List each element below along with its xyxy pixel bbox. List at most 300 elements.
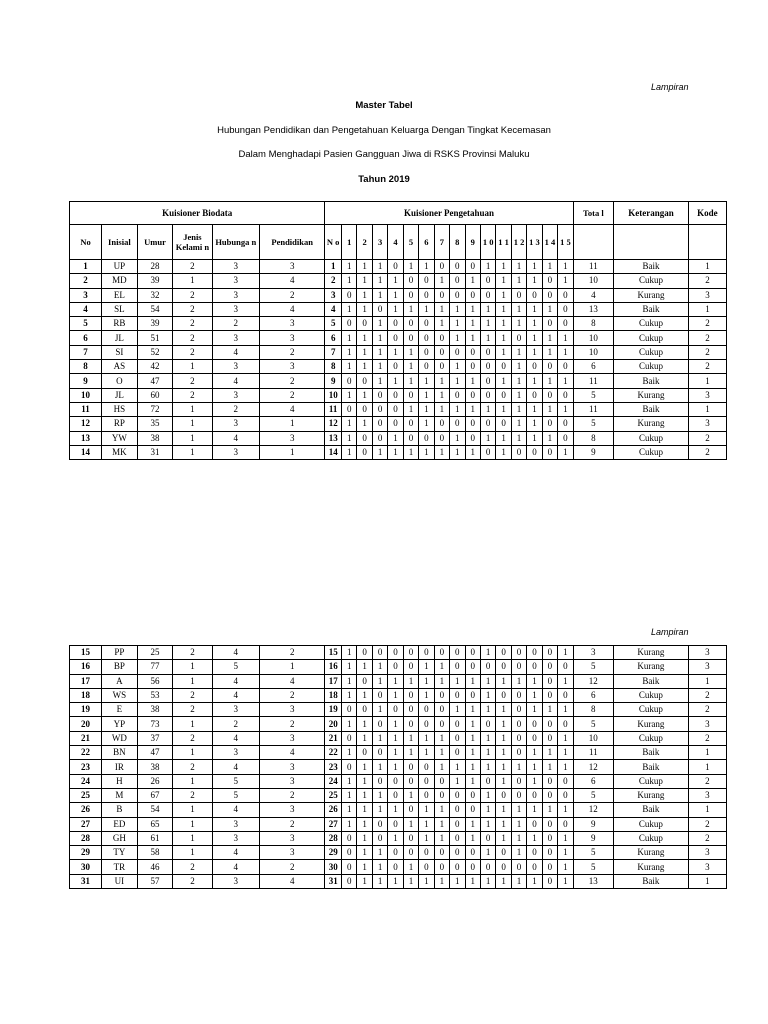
cell-q14: 0: [542, 646, 557, 660]
cell-q15: 1: [558, 874, 573, 888]
cell-no: 21: [70, 731, 102, 745]
cell-q1: 1: [342, 260, 357, 274]
cell-pendidikan: 3: [260, 803, 325, 817]
cell-q13: 1: [527, 760, 542, 774]
cell-hubungan: 4: [212, 374, 260, 388]
header-blank-total: [573, 225, 613, 260]
cell-q5: 0: [403, 660, 418, 674]
cell-pendidikan: 4: [260, 874, 325, 888]
cell-q8: 1: [450, 674, 465, 688]
cell-q15: 1: [558, 646, 573, 660]
cell-q6: 1: [419, 674, 434, 688]
cell-kode: 2: [688, 831, 726, 845]
cell-kode: 2: [688, 817, 726, 831]
cell-q2: 1: [357, 760, 372, 774]
cell-q5: 1: [403, 302, 418, 316]
cell-pendidikan: 3: [260, 360, 325, 374]
cell-q6: 0: [419, 360, 434, 374]
cell-q14: 0: [542, 288, 557, 302]
cell-umur: 31: [137, 445, 173, 459]
cell-q4: 1: [388, 731, 403, 745]
cell-q14: 0: [542, 860, 557, 874]
cell-pendidikan: 3: [260, 731, 325, 745]
cell-q13: 0: [527, 860, 542, 874]
cell-q2: 1: [357, 360, 372, 374]
cell-n: 12: [325, 417, 342, 431]
cell-q6: 0: [419, 274, 434, 288]
cell-inisial: WD: [102, 731, 138, 745]
cell-q8: 0: [450, 831, 465, 845]
cell-q11: 1: [496, 674, 511, 688]
cell-q4: 0: [388, 388, 403, 402]
cell-pendidikan: 2: [260, 688, 325, 702]
cell-no: 16: [70, 660, 102, 674]
cell-keterangan: Baik: [614, 374, 689, 388]
cell-keterangan: Kurang: [614, 417, 689, 431]
cell-q15: 0: [558, 660, 573, 674]
cell-hubungan: 4: [212, 431, 260, 445]
cell-jenis-kelamin: 2: [173, 374, 212, 388]
cell-q11: 0: [496, 860, 511, 874]
cell-q11: 0: [496, 788, 511, 802]
cell-n: 31: [325, 874, 342, 888]
cell-jenis-kelamin: 2: [173, 760, 212, 774]
cell-umur: 47: [137, 374, 173, 388]
cell-no: 4: [70, 302, 102, 316]
cell-q2: 1: [357, 803, 372, 817]
cell-total: 11: [573, 374, 613, 388]
cell-q3: 0: [372, 646, 387, 660]
cell-inisial: E: [102, 703, 138, 717]
cell-total: 13: [573, 874, 613, 888]
cell-n: 8: [325, 360, 342, 374]
cell-q9: 1: [465, 302, 480, 316]
cell-n: 9: [325, 374, 342, 388]
cell-inisial: EL: [102, 288, 138, 302]
cell-q6: 0: [419, 345, 434, 359]
cell-kode: 3: [688, 788, 726, 802]
cell-pendidikan: 2: [260, 646, 325, 660]
cell-total: 8: [573, 317, 613, 331]
cell-total: 10: [573, 274, 613, 288]
cell-q5: 0: [403, 331, 418, 345]
cell-q3: 0: [372, 831, 387, 845]
cell-no: 7: [70, 345, 102, 359]
cell-q9: 1: [465, 746, 480, 760]
cell-q12: 0: [511, 774, 526, 788]
cell-total: 11: [573, 746, 613, 760]
lampiran-label-2: Lampiran: [651, 627, 689, 637]
cell-no: 27: [70, 817, 102, 831]
cell-inisial: UI: [102, 874, 138, 888]
cell-q6: 1: [419, 417, 434, 431]
cell-q4: 0: [388, 817, 403, 831]
cell-q10: 0: [480, 445, 495, 459]
cell-q1: 1: [342, 746, 357, 760]
cell-q2: 1: [357, 260, 372, 274]
cell-q4: 0: [388, 331, 403, 345]
cell-q5: 0: [403, 760, 418, 774]
cell-hubungan: 3: [212, 360, 260, 374]
cell-umur: 53: [137, 688, 173, 702]
cell-q13: 0: [527, 788, 542, 802]
cell-no: 11: [70, 402, 102, 416]
cell-q15: 1: [558, 703, 573, 717]
cell-hubungan: 4: [212, 345, 260, 359]
cell-q10: 0: [480, 774, 495, 788]
cell-jenis-kelamin: 2: [173, 260, 212, 274]
cell-jenis-kelamin: 1: [173, 717, 212, 731]
cell-q9: 0: [465, 646, 480, 660]
cell-q6: 0: [419, 860, 434, 874]
cell-q13: 0: [527, 846, 542, 860]
cell-q7: 1: [434, 831, 449, 845]
cell-n: 24: [325, 774, 342, 788]
cell-q3: 1: [372, 703, 387, 717]
cell-q12: 0: [511, 703, 526, 717]
cell-q2: 1: [357, 717, 372, 731]
cell-q3: 0: [372, 746, 387, 760]
header-n-o: N o: [325, 225, 342, 260]
cell-no: 31: [70, 874, 102, 888]
cell-q7: 1: [434, 760, 449, 774]
cell-pendidikan: 4: [260, 402, 325, 416]
cell-q6: 0: [419, 717, 434, 731]
cell-umur: 73: [137, 717, 173, 731]
header-kode: Kode: [688, 202, 726, 225]
cell-q1: 0: [342, 288, 357, 302]
cell-kode: 1: [688, 746, 726, 760]
cell-q10: 0: [480, 660, 495, 674]
cell-keterangan: Kurang: [613, 846, 688, 860]
cell-umur: 46: [137, 860, 173, 874]
cell-q11: 1: [496, 731, 511, 745]
cell-kode: 3: [688, 388, 726, 402]
cell-umur: 26: [137, 774, 173, 788]
header-question-5: 5: [403, 225, 418, 260]
cell-q11: 1: [496, 831, 511, 845]
cell-q11: 1: [496, 260, 511, 274]
cell-q12: 0: [511, 646, 526, 660]
cell-q12: 1: [511, 817, 526, 831]
cell-q8: 0: [450, 688, 465, 702]
cell-hubungan: 3: [212, 417, 260, 431]
cell-total: 12: [573, 674, 613, 688]
cell-inisial: TR: [102, 860, 138, 874]
cell-q12: 1: [511, 374, 526, 388]
cell-q13: 0: [527, 717, 542, 731]
cell-n: 11: [325, 402, 342, 416]
cell-keterangan: Kurang: [614, 288, 689, 302]
cell-umur: 39: [137, 274, 173, 288]
cell-q10: 1: [480, 302, 495, 316]
cell-q12: 1: [511, 874, 526, 888]
cell-n: 29: [325, 846, 342, 860]
cell-q15: 0: [558, 788, 573, 802]
cell-q5: 0: [403, 288, 418, 302]
cell-q13: 0: [527, 388, 542, 402]
table-row: [70, 274, 727, 288]
cell-q6: 1: [419, 817, 434, 831]
cell-total: 5: [573, 860, 613, 874]
cell-no: 5: [70, 317, 102, 331]
cell-q14: 1: [542, 803, 557, 817]
cell-q9: 1: [465, 817, 480, 831]
cell-q14: 0: [542, 846, 557, 860]
cell-q7: 0: [434, 360, 449, 374]
cell-pendidikan: 4: [260, 302, 325, 316]
cell-q9: 0: [465, 431, 480, 445]
cell-keterangan: Cukup: [614, 274, 689, 288]
cell-keterangan: Baik: [614, 260, 689, 274]
cell-total: 5: [573, 660, 613, 674]
cell-q14: 0: [542, 445, 557, 459]
cell-pendidikan: 4: [260, 746, 325, 760]
cell-no: 3: [70, 288, 102, 302]
cell-q7: 1: [434, 817, 449, 831]
cell-q3: 0: [372, 717, 387, 731]
cell-pendidikan: 1: [260, 660, 325, 674]
cell-q8: 1: [450, 317, 465, 331]
cell-no: 8: [70, 360, 102, 374]
cell-q4: 1: [388, 674, 403, 688]
cell-q12: 1: [511, 360, 526, 374]
cell-q4: 1: [388, 831, 403, 845]
cell-q10: 1: [480, 331, 495, 345]
header-blank-keterangan: [614, 225, 689, 260]
cell-q7: 0: [434, 417, 449, 431]
cell-q13: 1: [527, 302, 542, 316]
cell-kode: 3: [688, 846, 726, 860]
cell-pendidikan: 2: [260, 345, 325, 359]
cell-jenis-kelamin: 2: [173, 860, 212, 874]
cell-q8: 0: [450, 846, 465, 860]
cell-q13: 0: [527, 360, 542, 374]
cell-q8: 1: [450, 331, 465, 345]
cell-q6: 0: [419, 317, 434, 331]
cell-q15: 0: [558, 388, 574, 402]
cell-q11: 0: [496, 846, 511, 860]
cell-q1: 1: [342, 674, 357, 688]
cell-q6: 1: [419, 402, 434, 416]
cell-q10: 1: [480, 317, 495, 331]
cell-total: 6: [573, 688, 613, 702]
cell-q9: 0: [465, 288, 480, 302]
header-question-11: 1 1: [496, 225, 511, 260]
cell-q12: 1: [511, 417, 526, 431]
cell-q14: 0: [542, 274, 557, 288]
cell-q11: 0: [496, 688, 511, 702]
cell-keterangan: Kurang: [613, 646, 688, 660]
cell-q5: 0: [403, 688, 418, 702]
cell-q1: 1: [342, 817, 357, 831]
cell-n: 5: [325, 317, 342, 331]
cell-q11: 0: [496, 388, 511, 402]
cell-q11: 1: [496, 445, 511, 459]
cell-q3: 1: [372, 360, 387, 374]
cell-q9: 0: [465, 345, 480, 359]
cell-q4: 1: [388, 760, 403, 774]
cell-q7: 0: [434, 846, 449, 860]
cell-q15: 0: [558, 417, 574, 431]
cell-q3: 1: [372, 846, 387, 860]
cell-jenis-kelamin: 1: [173, 846, 212, 860]
cell-keterangan: Cukup: [613, 831, 688, 845]
cell-total: 13: [573, 302, 613, 316]
cell-q7: 1: [434, 803, 449, 817]
cell-jenis-kelamin: 1: [173, 402, 212, 416]
cell-q15: 1: [558, 331, 574, 345]
cell-q11: 1: [496, 274, 511, 288]
cell-q14: 1: [542, 345, 557, 359]
cell-kode: 1: [688, 402, 726, 416]
cell-no: 29: [70, 846, 102, 860]
cell-q4: 0: [388, 703, 403, 717]
cell-q3: 1: [372, 660, 387, 674]
cell-q2: 1: [357, 288, 372, 302]
header-question-12: 1 2: [511, 225, 526, 260]
cell-keterangan: Baik: [613, 674, 688, 688]
cell-umur: 38: [137, 760, 173, 774]
cell-q13: 0: [527, 646, 542, 660]
cell-q9: 1: [465, 274, 480, 288]
cell-q8: 1: [450, 774, 465, 788]
cell-q15: 1: [558, 846, 573, 860]
cell-inisial: JL: [102, 388, 138, 402]
cell-kode: 2: [688, 360, 726, 374]
cell-q12: 1: [511, 274, 526, 288]
cell-q9: 1: [465, 760, 480, 774]
cell-q5: 0: [403, 831, 418, 845]
cell-q2: 1: [357, 388, 372, 402]
header-jenis-kelamin: Jenis Kelami n: [173, 225, 212, 260]
cell-kode: 2: [688, 445, 726, 459]
table-row: [70, 817, 727, 831]
cell-kode: 1: [688, 674, 726, 688]
cell-total: 5: [573, 846, 613, 860]
cell-q6: 0: [419, 331, 434, 345]
cell-inisial: RP: [102, 417, 138, 431]
cell-q10: 0: [480, 388, 495, 402]
cell-q3: 1: [372, 803, 387, 817]
cell-q5: 0: [403, 317, 418, 331]
cell-no: 15: [70, 646, 102, 660]
table-row: [70, 317, 727, 331]
cell-q7: 0: [434, 345, 449, 359]
cell-q14: 1: [542, 402, 557, 416]
cell-q11: 1: [496, 760, 511, 774]
cell-keterangan: Kurang: [613, 717, 688, 731]
cell-no: 1: [70, 260, 102, 274]
cell-q8: 0: [450, 388, 465, 402]
cell-q2: 1: [357, 874, 372, 888]
cell-q8: 1: [450, 402, 465, 416]
cell-kode: 2: [688, 703, 726, 717]
table-row: [70, 860, 727, 874]
cell-q7: 0: [434, 774, 449, 788]
cell-hubungan: 4: [212, 803, 260, 817]
cell-q12: 0: [511, 660, 526, 674]
cell-inisial: IR: [102, 760, 138, 774]
header-kuisioner-biodata: Kuisioner Biodata: [70, 202, 325, 225]
cell-q15: 1: [558, 260, 574, 274]
cell-q6: 0: [419, 646, 434, 660]
cell-q15: 0: [558, 317, 574, 331]
cell-q11: 1: [496, 288, 511, 302]
cell-q7: 1: [434, 874, 449, 888]
cell-n: 13: [325, 431, 342, 445]
cell-kode: 1: [688, 302, 726, 316]
cell-keterangan: Baik: [613, 746, 688, 760]
cell-kode: 3: [688, 860, 726, 874]
cell-q3: 0: [372, 417, 387, 431]
cell-q13: 0: [527, 660, 542, 674]
cell-q14: 0: [542, 874, 557, 888]
cell-jenis-kelamin: 2: [173, 731, 212, 745]
cell-q8: 0: [450, 746, 465, 760]
cell-q14: 0: [542, 360, 557, 374]
document-subtitle-2: Dalam Menghadapi Pasien Gangguan Jiwa di RSKS Provinsi Maluku: [238, 149, 530, 160]
table-row: [70, 803, 727, 817]
cell-jenis-kelamin: 1: [173, 360, 212, 374]
cell-q12: 0: [511, 445, 526, 459]
cell-q4: 1: [388, 803, 403, 817]
cell-q5: 0: [403, 774, 418, 788]
cell-q11: 1: [496, 774, 511, 788]
cell-q11: 1: [496, 345, 511, 359]
cell-q15: 1: [558, 674, 573, 688]
document-titles: [0, 100, 768, 198]
cell-umur: 56: [137, 674, 173, 688]
table-row: [70, 302, 727, 316]
cell-keterangan: Baik: [613, 874, 688, 888]
cell-q2: 1: [357, 274, 372, 288]
cell-q1: 0: [342, 703, 357, 717]
cell-q9: 1: [465, 831, 480, 845]
cell-q4: 0: [388, 846, 403, 860]
cell-q3: 0: [372, 431, 387, 445]
cell-n: 22: [325, 746, 342, 760]
cell-pendidikan: 3: [260, 703, 325, 717]
cell-q1: 0: [342, 374, 357, 388]
cell-n: 6: [325, 331, 342, 345]
cell-no: 30: [70, 860, 102, 874]
header-inisial: Inisial: [102, 225, 138, 260]
cell-q7: 1: [434, 274, 449, 288]
cell-jenis-kelamin: 1: [173, 831, 212, 845]
cell-q6: 1: [419, 803, 434, 817]
cell-q10: 0: [480, 831, 495, 845]
header-umur: Umur: [137, 225, 173, 260]
cell-pendidikan: 2: [260, 860, 325, 874]
cell-q7: 0: [434, 717, 449, 731]
cell-inisial: A: [102, 674, 138, 688]
cell-q7: 0: [434, 260, 449, 274]
cell-pendidikan: 3: [260, 260, 325, 274]
cell-kode: 3: [688, 646, 726, 660]
cell-n: 21: [325, 731, 342, 745]
cell-n: 14: [325, 445, 342, 459]
cell-q9: 1: [465, 731, 480, 745]
cell-q8: 1: [450, 374, 465, 388]
cell-q10: 1: [480, 874, 495, 888]
cell-hubungan: 3: [212, 388, 260, 402]
cell-q10: 0: [480, 274, 495, 288]
cell-pendidikan: 3: [260, 331, 325, 345]
cell-q2: 1: [357, 817, 372, 831]
header-total: Tota l: [573, 202, 613, 225]
cell-umur: 72: [137, 402, 173, 416]
